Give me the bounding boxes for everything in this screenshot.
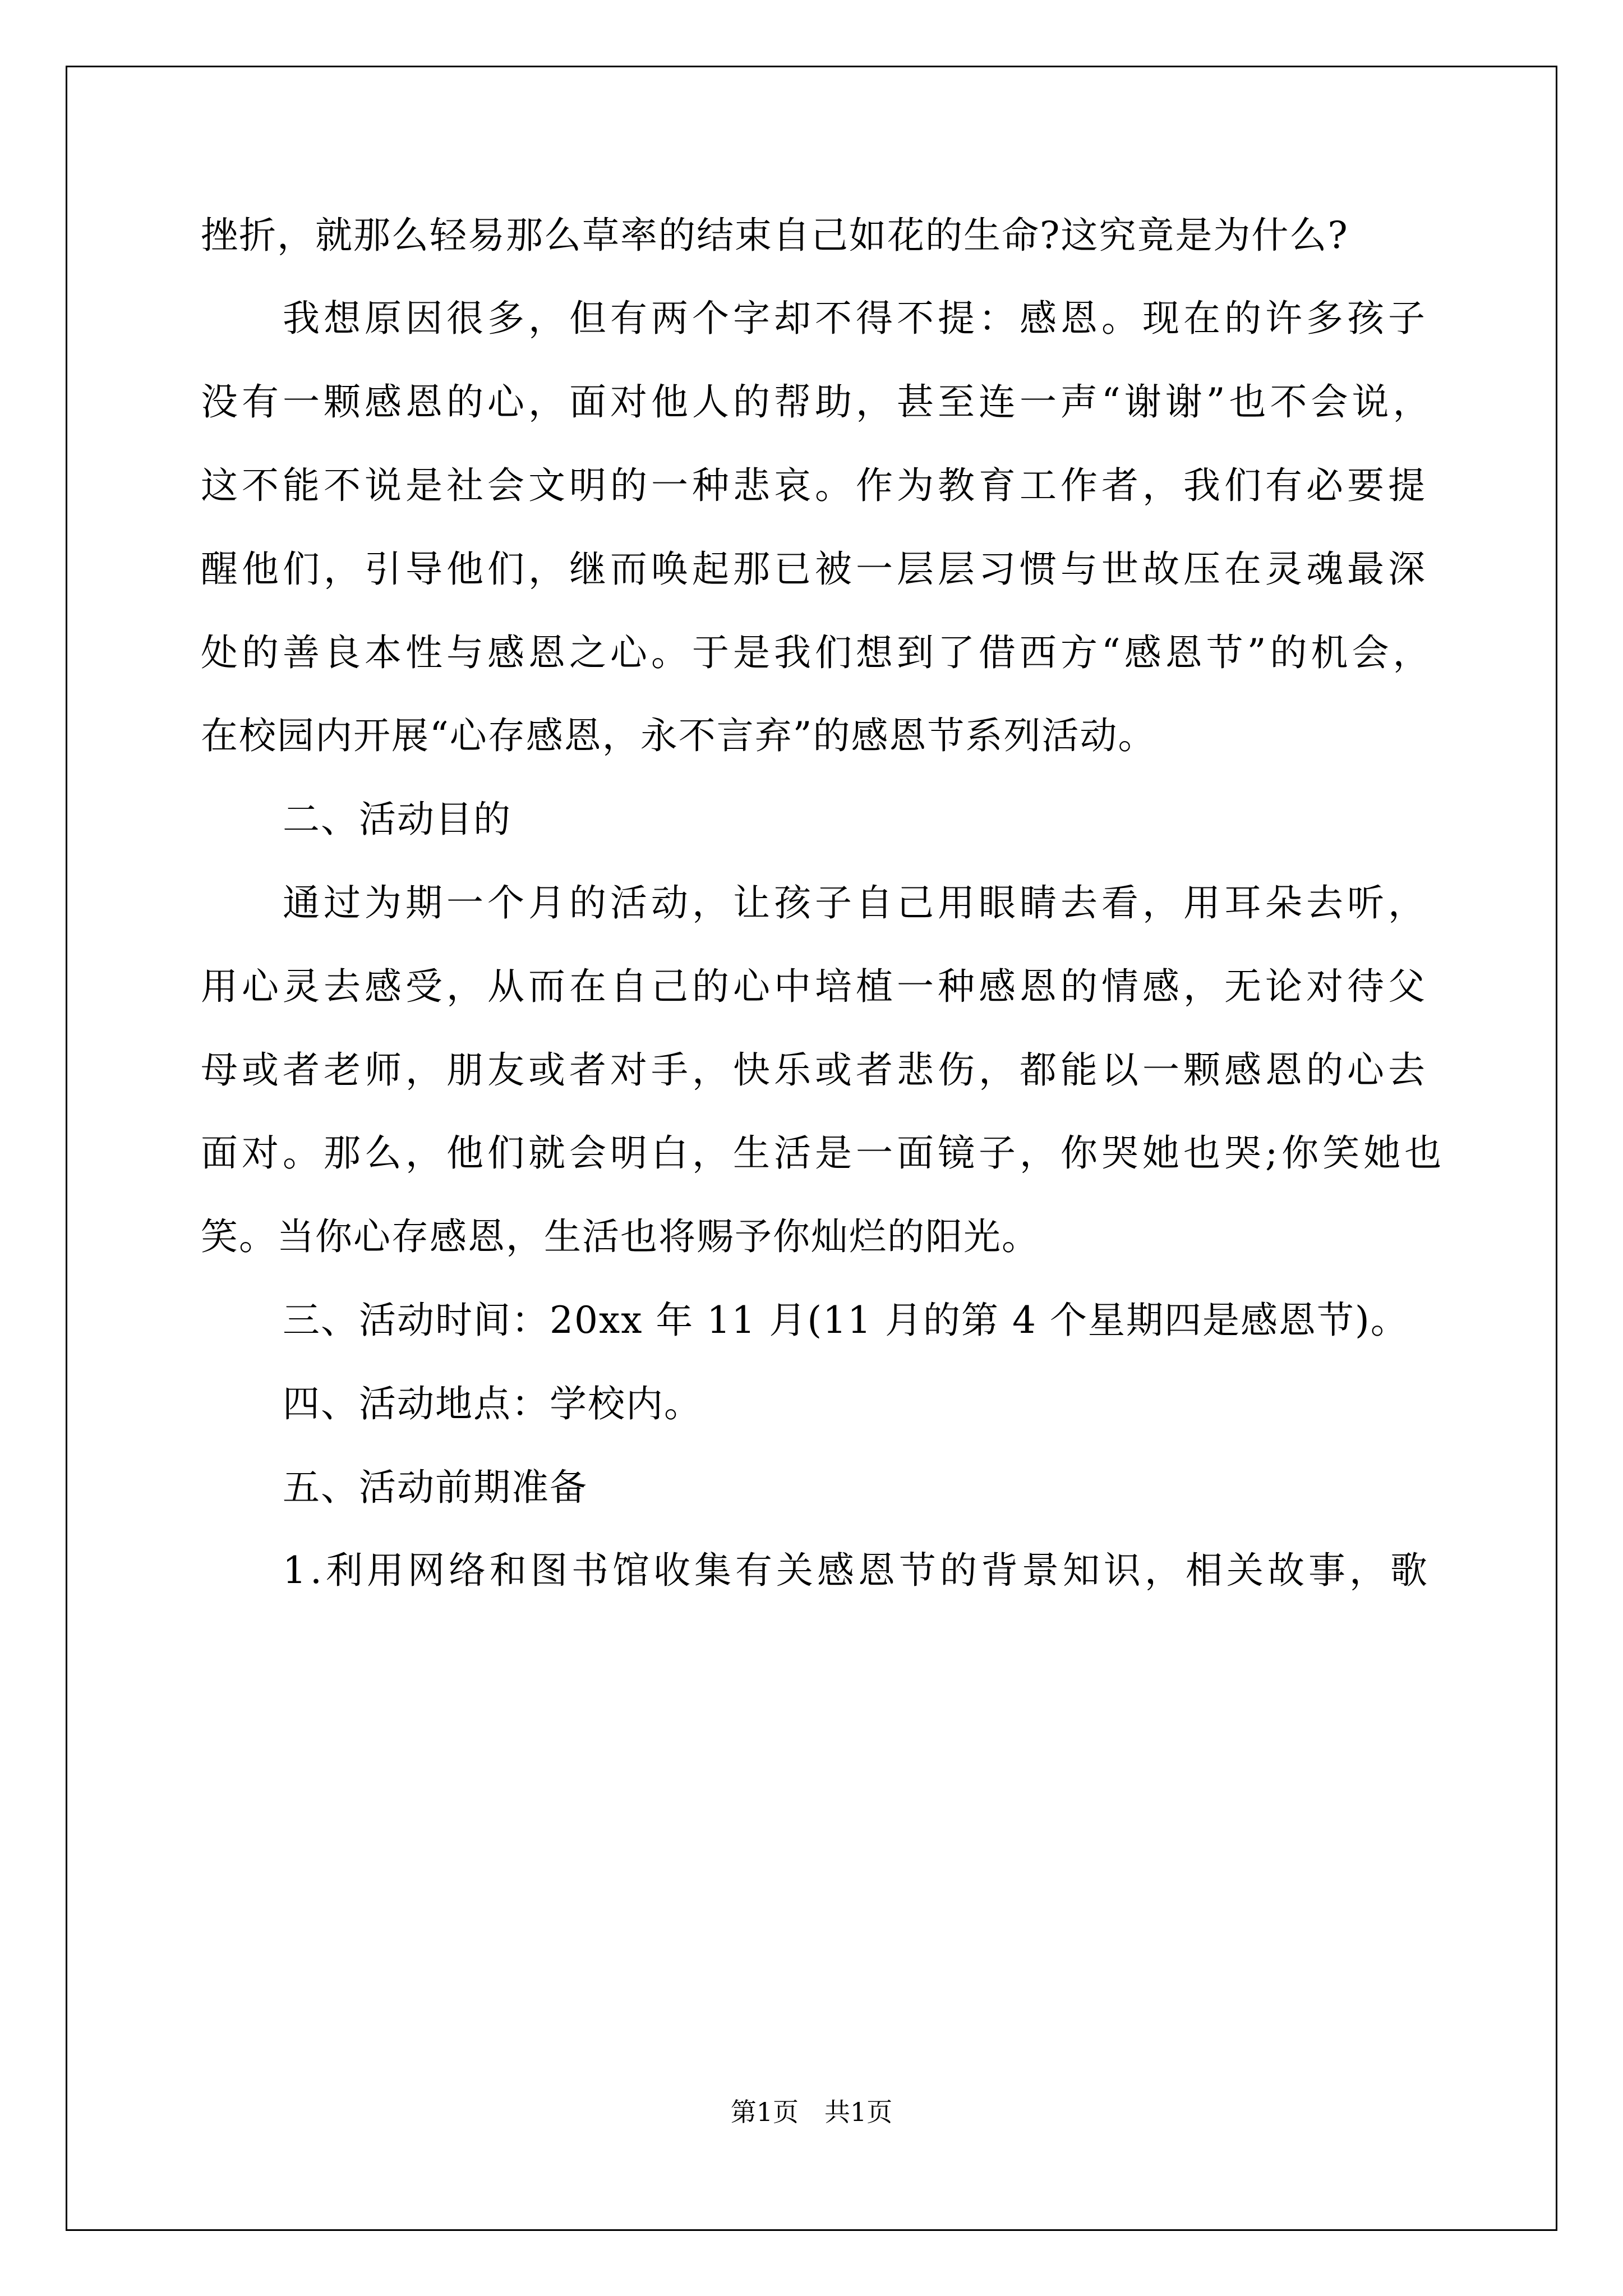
section-heading: 二、活动目的 — [283, 798, 511, 841]
text-line: 挫折，就那么轻易那么草率的结束自己如花的生命?这究竟是为什么? — [201, 214, 1349, 257]
text-line: 醒他们，引导他们，继而唤起那已被一层层习惯与世故压在灵魂最深 — [201, 547, 1429, 591]
text-line: 用心灵去感受，从而在自己的心中培植一种感恩的情感，无论对待父 — [201, 965, 1429, 1008]
text-line: 处的善良本性与感恩之心。于是我们想到了借西方“感恩节”的机会， — [201, 631, 1434, 674]
text-line: 这不能不说是社会文明的一种悲哀。作为教育工作者，我们有必要提 — [201, 464, 1429, 507]
text-line: 没有一颗感恩的心，面对他人的帮助，甚至连一声“谢谢”也不会说， — [201, 380, 1434, 424]
text-line: 面对。那么，他们就会明白，生活是一面镜子，你哭她也哭;你笑她也 — [201, 1131, 1446, 1175]
paragraph-line: 我想原因很多，但有两个字却不得不提：感恩。现在的许多孩子 — [283, 297, 1429, 340]
text-line: 在校园内开展“心存感恩，永不言弃”的感恩节系列活动。 — [201, 714, 1156, 757]
section-heading: 三、活动时间：20xx 年 11 月(11 月的第 4 个星期四是感恩节)。 — [283, 1299, 1409, 1342]
text-line: 母或者老师，朋友或者对手，快乐或者悲伤，都能以一颗感恩的心去 — [201, 1048, 1429, 1092]
section-heading: 五、活动前期准备 — [283, 1466, 588, 1509]
page-number: 第1页 共1页 — [730, 2097, 893, 2127]
list-item: 1.利用网络和图书馆收集有关感恩节的背景知识，相关故事，歌 — [283, 1549, 1431, 1592]
section-heading: 四、活动地点：学校内。 — [283, 1382, 702, 1425]
text-line: 笑。当你心存感恩，生活也将赐予你灿烂的阳光。 — [201, 1215, 1040, 1258]
paragraph-line: 通过为期一个月的活动，让孩子自己用眼睛去看，用耳朵去听， — [283, 881, 1429, 924]
